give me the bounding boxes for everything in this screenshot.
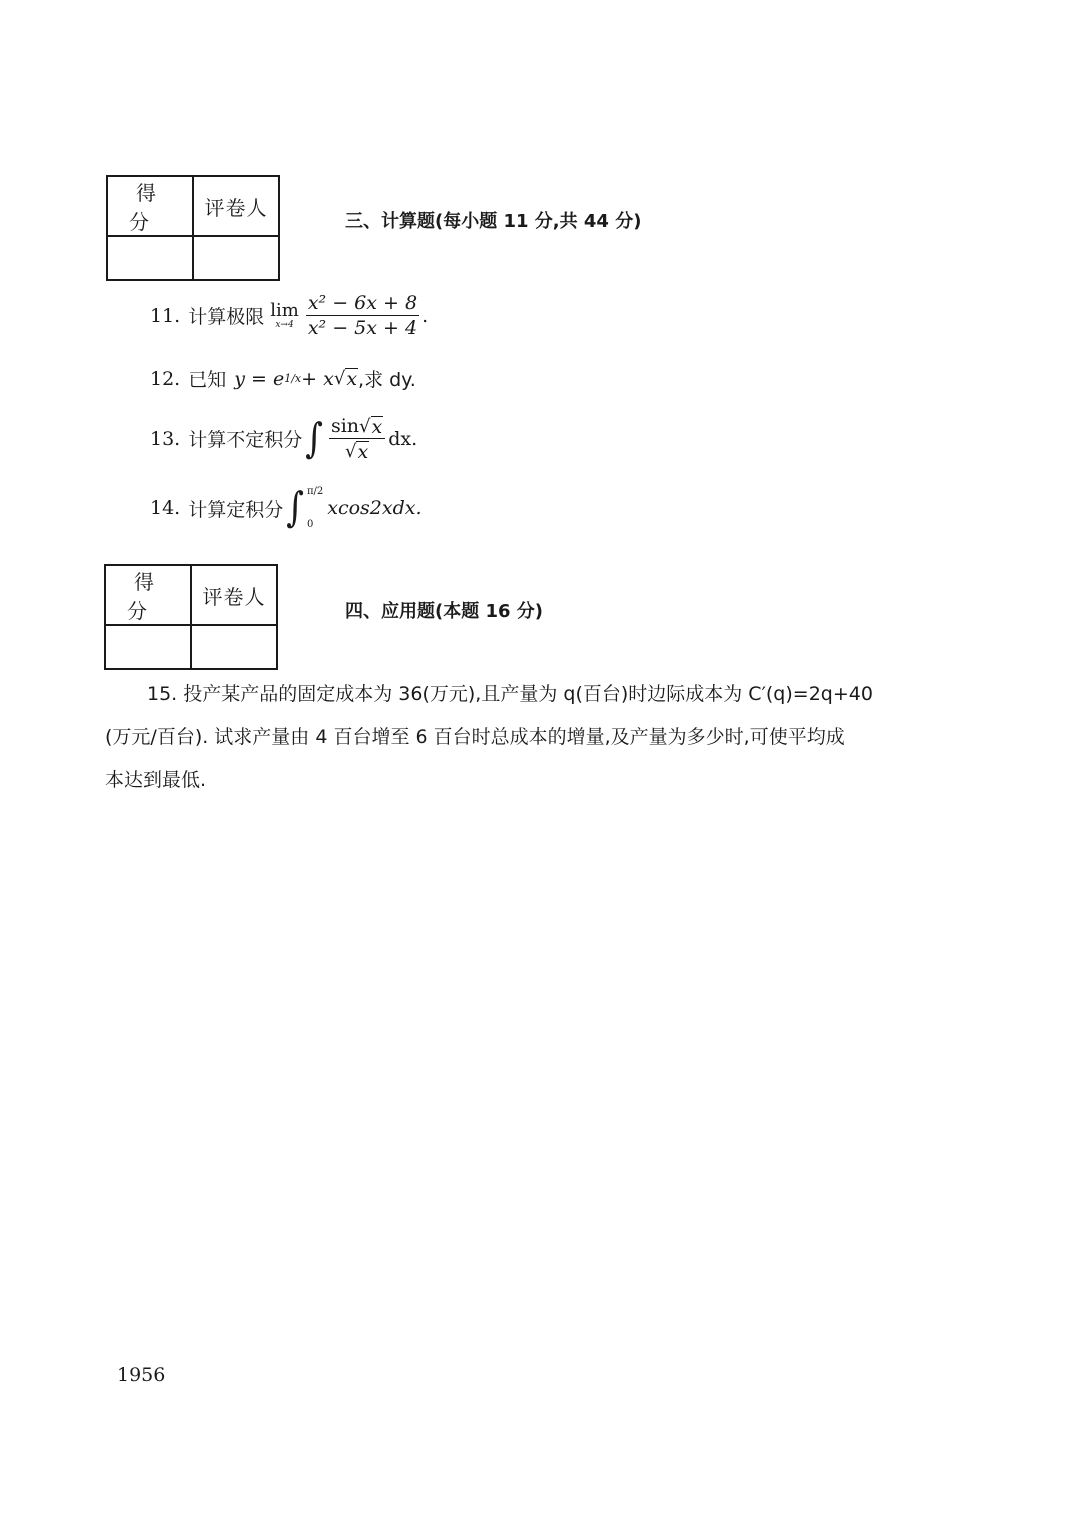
limit-operator bbox=[270, 299, 299, 330]
expr-a: y = e bbox=[234, 367, 285, 390]
question-13 bbox=[150, 415, 417, 462]
end-punct: . bbox=[422, 304, 429, 327]
question-15-line-1: 15. 投产某产品的固定成本为 36(万元),且产量为 q(百台)时边际成本为 C′(q)=2q+40 bbox=[147, 683, 873, 705]
integral-sign: ∫ bbox=[286, 484, 304, 532]
question-15-line-3: 本达到最低. bbox=[105, 769, 207, 791]
grader-label: 评卷人 bbox=[193, 176, 279, 236]
radical-sign: √ bbox=[333, 368, 346, 389]
integrand: xcos2xdx. bbox=[327, 497, 422, 519]
sin-label: sin bbox=[330, 415, 360, 437]
section-4-title: 四、应用题(本题 16 分) bbox=[345, 601, 544, 622]
sqrt bbox=[334, 368, 358, 389]
page-number: 1956 bbox=[117, 1364, 166, 1386]
expr-b: + x bbox=[301, 367, 334, 390]
question-number: 12. bbox=[150, 367, 181, 390]
grader-label: 评卷人 bbox=[191, 565, 277, 625]
integral-limits bbox=[307, 486, 323, 530]
score-label: 得 分 bbox=[105, 565, 191, 625]
question-number: 11. bbox=[150, 304, 181, 327]
grader-cell[interactable] bbox=[193, 236, 279, 280]
denominator: x² − 5x + 4 bbox=[307, 317, 418, 339]
sqrt-arg: x bbox=[346, 368, 358, 390]
score-cell[interactable] bbox=[107, 236, 193, 280]
sqrt-arg: x bbox=[371, 416, 383, 438]
question-12 bbox=[150, 365, 416, 392]
section-3-title: 三、计算题(每小题 11 分,共 44 分) bbox=[345, 211, 642, 232]
question-15 bbox=[105, 673, 973, 802]
question-14 bbox=[150, 486, 422, 530]
score-box-section-4 bbox=[104, 564, 278, 670]
exponent: 1/x bbox=[284, 372, 302, 385]
score-box-section-3 bbox=[106, 175, 280, 281]
numerator: sin √ x bbox=[329, 415, 385, 439]
question-prefix: 已知 bbox=[188, 369, 227, 391]
score-cell[interactable] bbox=[105, 625, 191, 669]
fraction bbox=[306, 292, 419, 339]
lower-limit: 0 bbox=[306, 519, 314, 530]
grader-cell[interactable] bbox=[191, 625, 277, 669]
numerator: x² − 6x + 8 bbox=[307, 292, 418, 314]
differential: dx. bbox=[388, 427, 418, 450]
question-11 bbox=[150, 292, 428, 339]
fraction bbox=[329, 415, 385, 462]
sqrt-arg: x bbox=[357, 441, 369, 463]
question-number: 13. bbox=[150, 427, 181, 450]
question-15-line-2: (万元/百台). 试求产量由 4 百台增至 6 百台时总成本的增量,及产量为多少时,可使平均成 bbox=[105, 726, 845, 748]
question-text: 计算极限 bbox=[188, 306, 265, 328]
upper-limit: π/2 bbox=[306, 486, 324, 497]
denominator: √ x bbox=[344, 441, 369, 463]
question-text: 计算不定积分 bbox=[188, 429, 303, 451]
question-text: 计算定积分 bbox=[188, 498, 284, 521]
lim-subscript: x→4 bbox=[275, 319, 294, 330]
lim-label: lim bbox=[270, 299, 299, 321]
question-number: 14. bbox=[150, 497, 181, 519]
integral-sign: ∫ bbox=[305, 414, 323, 463]
score-label: 得 分 bbox=[107, 176, 193, 236]
question-suffix: ,求 dy. bbox=[358, 369, 416, 391]
